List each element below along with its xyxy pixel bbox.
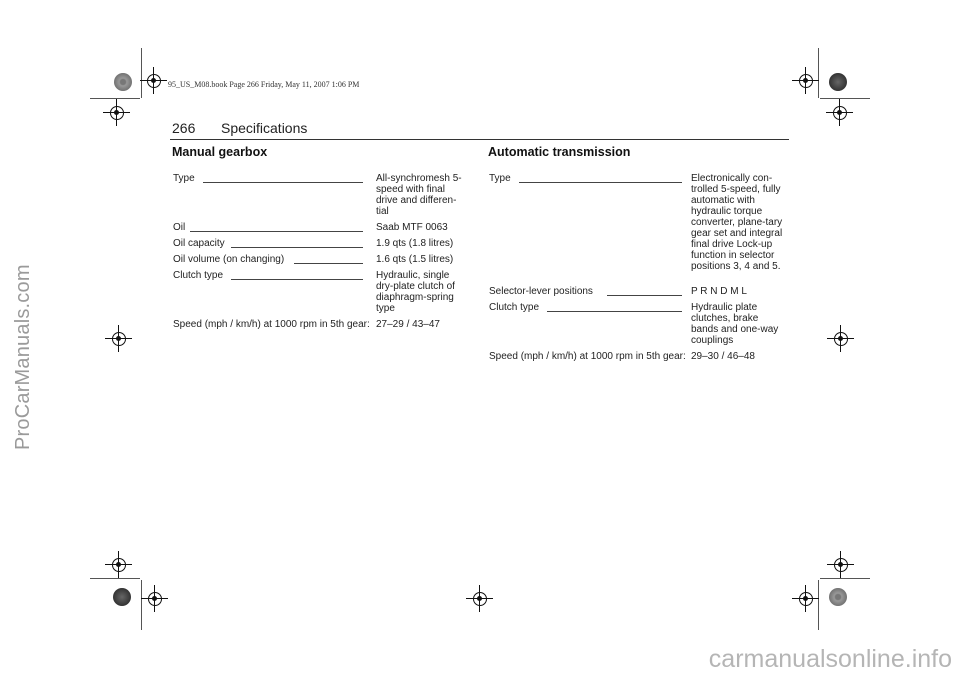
spec-label: Type [173, 173, 195, 184]
crop-line [90, 578, 140, 579]
spec-label: Clutch type [489, 302, 540, 313]
registration-crosshair [147, 74, 161, 88]
registration-dot [113, 588, 131, 606]
manual-gearbox-title: Manual gearbox [172, 145, 268, 159]
crop-line [141, 48, 142, 98]
spec-value: 27–29 / 43–47 [376, 319, 440, 330]
registration-crosshair [110, 106, 124, 120]
registration-crosshair [834, 332, 848, 346]
spec-value: Hydraulic, single dry-plate clutch of diaphragm-spring type [376, 270, 455, 314]
spec-row [489, 351, 789, 363]
registration-crosshair [112, 558, 126, 572]
crop-line [141, 580, 142, 630]
spec-value: 1.9 qts (1.8 litres) [376, 238, 454, 249]
spec-value: Electronically con-trolled 5-speed, fully automatic with hydraulic torque converter, plane-tary gear set and integral final drive Lock-up function in selector positions 3, 4 and 5. [691, 173, 783, 272]
crop-line [90, 98, 140, 99]
registration-crosshair [799, 592, 813, 606]
spec-value: P R N D M L [691, 286, 747, 297]
leader-line [203, 182, 363, 183]
spec-value: Saab MTF 0063 [376, 222, 448, 233]
spec-value: Hydraulic plate clutches, brake bands and one-way couplings [691, 302, 779, 346]
spec-value: All-synchromesh 5-speed with final drive and differen-tial [376, 173, 462, 217]
spec-row [173, 238, 473, 250]
crop-line [818, 580, 819, 630]
crop-line [818, 48, 819, 98]
leader-line [607, 295, 682, 296]
page-number: 266 [172, 120, 196, 136]
page-title: Specifications [221, 120, 308, 136]
side-watermark: ProCarManuals.com [12, 264, 34, 450]
leader-line [294, 263, 363, 264]
registration-dot [829, 588, 847, 606]
spec-label: Clutch type [173, 270, 224, 281]
footer-watermark: carmanualsonline.info [708, 645, 952, 673]
registration-crosshair [834, 558, 848, 572]
leader-line [231, 279, 363, 280]
spec-label: Speed (mph / km/h) at 1000 rpm in 5th gear: [173, 319, 370, 330]
registration-crosshair [833, 106, 847, 120]
leader-line [190, 231, 363, 232]
registration-dot [114, 73, 132, 91]
spec-label: Speed (mph / km/h) at 1000 rpm in 5th gear: [489, 351, 686, 362]
spec-row [173, 222, 473, 234]
registration-dot [829, 73, 847, 91]
spec-row [173, 173, 473, 217]
spec-row [489, 173, 789, 283]
registration-crosshair [799, 74, 813, 88]
spec-row [173, 270, 473, 314]
spec-row [489, 302, 789, 346]
spec-label: Oil [173, 222, 186, 233]
spec-value: 1.6 qts (1.5 litres) [376, 254, 454, 265]
spec-row [173, 254, 473, 266]
header-rule [170, 139, 789, 140]
registration-crosshair [148, 592, 162, 606]
crop-line [820, 98, 870, 99]
leader-line [231, 247, 363, 248]
spec-label: Type [489, 173, 511, 184]
registration-crosshair [112, 332, 126, 346]
spec-value: 29–30 / 46–48 [691, 351, 755, 362]
registration-crosshair [473, 592, 487, 606]
leader-line [519, 182, 682, 183]
spec-row [489, 286, 789, 298]
crop-line [820, 578, 870, 579]
spec-label: Oil capacity [173, 238, 225, 249]
automatic-transmission-title: Automatic transmission [488, 145, 631, 159]
spec-row [173, 319, 473, 331]
spec-label: Selector-lever positions [489, 286, 593, 297]
leader-line [547, 311, 682, 312]
book-info-line: 95_US_M08.book Page 266 Friday, May 11, 2007 1:06 PM [168, 80, 360, 89]
spec-label: Oil volume (on changing) [173, 254, 285, 265]
